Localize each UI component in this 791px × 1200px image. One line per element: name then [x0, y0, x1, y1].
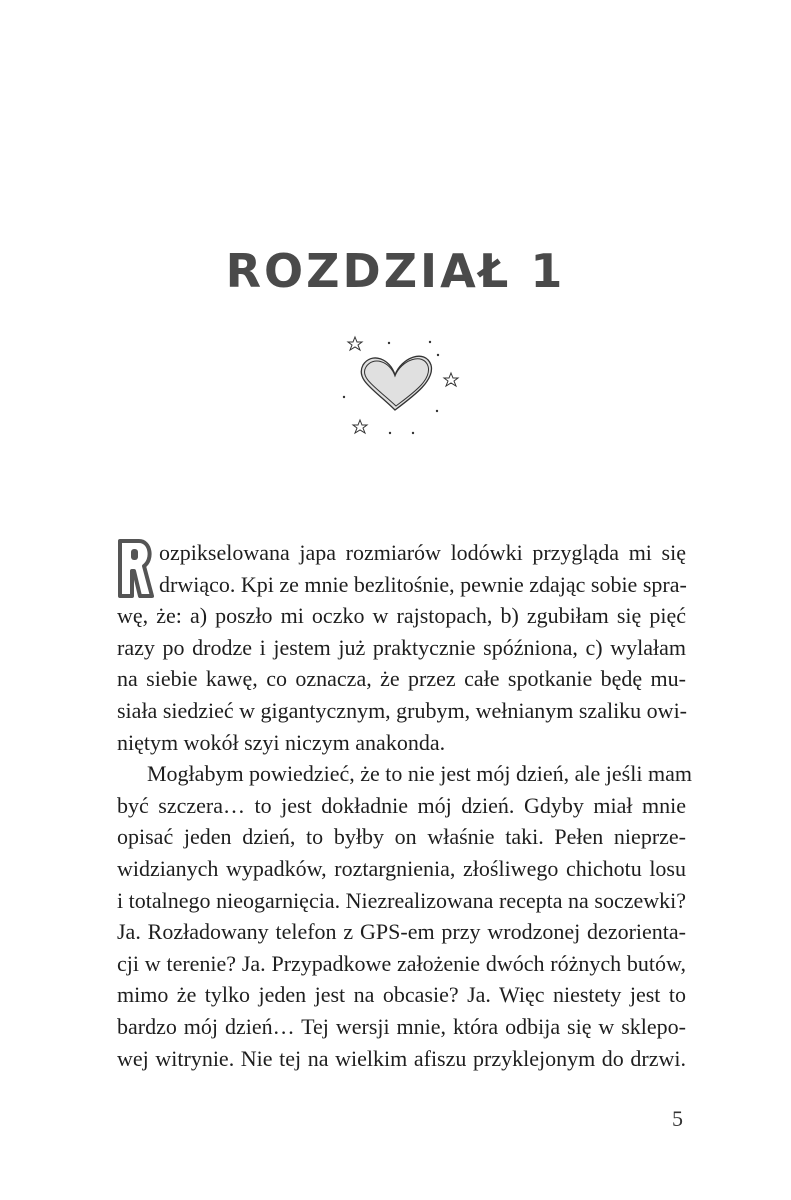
text-line: razy po drodze i jestem już praktycznie spóźniona, c) wylałam [117, 634, 686, 660]
text-line: mimo że tylko jeden jest na obcasie? Ja. Więc niestety jest to [117, 982, 686, 1008]
text-line: opisać jeden dzień, to byłby on właśnie taki. Pełen nieprze- [117, 824, 686, 850]
text-line: drwiąco. Kpi ze mnie bezlitośnie, pewnie zdając sobie spra- [159, 571, 687, 597]
text-line: Mogłabym powiedzieć, że to nie jest mój dzień, ale jeśli mam [147, 761, 692, 787]
text-line: widzianych wypadków, roztargnienia, złośliwego chichotu losu [117, 855, 686, 881]
text-line: wej witrynie. Nie tej na wielkim afiszu przyklejonym do drzwi. [117, 1045, 686, 1071]
text-line: być szczera… to jest dokładnie mój dzień. Gdyby miał mnie [117, 792, 686, 818]
text-line: cji w terenie? Ja. Przypadkowe założenie dwóch różnych butów, [117, 950, 686, 976]
text-line: na siebie kawę, co oznacza, że przez całe spotkanie będę mu- [117, 666, 686, 692]
chapter-body [117, 537, 692, 1074]
paragraph [117, 537, 686, 758]
paragraph [117, 758, 692, 1074]
text-line: siała siedzieć w gigantycznym, grubym, wełnianym szaliku owi- [117, 697, 688, 723]
page-number: 5 [672, 1106, 683, 1131]
svg-text:R: R [117, 538, 118, 539]
text-line: niętym wokół szyi niczym anakonda. [117, 729, 446, 755]
text-line: wę, że: a) poszło mi oczko w rajstopach, b) zgubiłam się pięć [117, 603, 686, 629]
heart-ornament-icon [335, 330, 475, 445]
text-line: i totalnego nieogarnięcia. Niezrealizowana recepta na soczewki? [117, 887, 686, 913]
text-line: ozpikselowana japa rozmiarów lodówki przygląda mi się [159, 540, 686, 565]
chapter-title: ROZDZIAŁ 1 [225, 244, 566, 298]
text-line: bardzo mój dzień… Tej wersji mnie, która odbija się w sklepo- [117, 1013, 686, 1039]
text-line: Ja. Rozładowany telefon z GPS-em przy wrodzonej dezorienta- [117, 919, 686, 945]
